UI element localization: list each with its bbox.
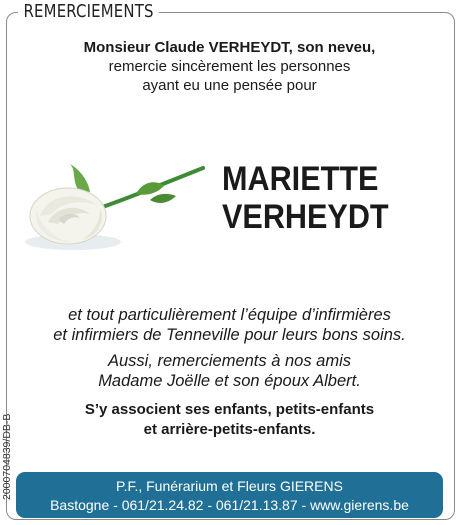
footer-line-2: Bastogne - 061/21.24.82 - 061/21.13.87 - www.gierens.be: [50, 497, 409, 513]
thanks-line-3: Aussi, remerciements à nos amis: [108, 352, 351, 370]
intro-text: [0, 38, 459, 95]
white-rose-icon: [18, 150, 223, 275]
deceased-first-name: MARIETTE: [222, 160, 379, 198]
footer-line-1: P.F., Funérarium et Fleurs GIERENS: [116, 478, 343, 494]
intro-line-1: Monsieur Claude VERHEYDT, son neveu,: [83, 39, 376, 56]
thanks-line-1: et tout particulièrement l’équipe d’infirmières: [68, 306, 391, 324]
reference-code: 2000704839/DB-B: [1, 413, 13, 500]
thanks-line-2: et infirmiers de Tenneville pour leurs bons soins.: [53, 326, 406, 344]
association-line-2: et arrière-petits-enfants.: [143, 421, 316, 438]
intro-line-3: ayant eu une pensée pour: [142, 77, 317, 94]
thanks-text: [0, 305, 459, 391]
deceased-name: [222, 160, 389, 236]
intro-line-2: remercie sincèrement les personnes: [108, 58, 351, 75]
funeral-home-footer: [16, 472, 443, 518]
section-title: REMERCIEMENTS: [18, 1, 159, 22]
thanks-line-4: Madame Joëlle et son époux Albert.: [98, 372, 361, 390]
association-text: [0, 400, 459, 440]
association-line-1: S’y associent ses enfants, petits-enfants: [84, 401, 375, 418]
deceased-last-name: VERHEYDT: [222, 198, 389, 236]
